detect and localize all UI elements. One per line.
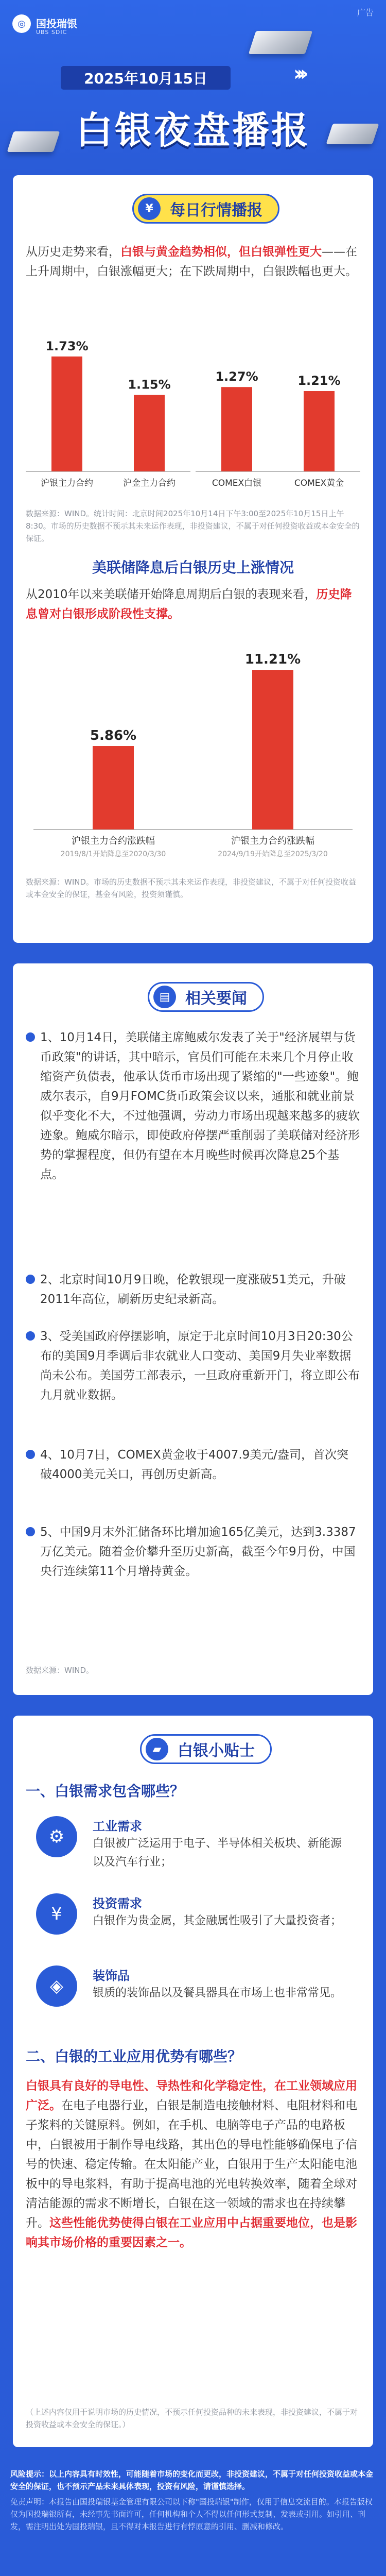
daily-intro-part1: 从历史走势来看， bbox=[26, 245, 120, 259]
bullet-icon bbox=[26, 1331, 35, 1341]
chart-bar bbox=[252, 670, 293, 829]
news-text: 2、北京时间10月9日晚，伦敦银现一度涨破51美元，升破2011年高位，刷新历史纪录新高。 bbox=[40, 1273, 346, 1306]
tip-jewelry bbox=[36, 1965, 355, 2027]
daily-intro bbox=[26, 242, 360, 281]
history-title: 美联储降息后白银历史上涨情况 bbox=[92, 559, 294, 576]
header-banner bbox=[0, 0, 386, 175]
news-item bbox=[26, 1327, 360, 1405]
risk-warning bbox=[10, 2468, 376, 2493]
tip-label: 工业需求 bbox=[93, 1819, 142, 1834]
logo-text: 国投瑞银 bbox=[36, 18, 77, 30]
ad-tag: 广告 bbox=[357, 8, 374, 18]
news-item bbox=[26, 1270, 360, 1309]
chart-sub-label: 2019/8/1开始降息至2020/3/30 bbox=[60, 850, 166, 858]
tip-text: 白银作为贵金属，其金融属性吸引了大量投资者； bbox=[93, 1914, 342, 1927]
chart-value-label: 5.86% bbox=[90, 728, 137, 744]
tip-industry bbox=[36, 1816, 355, 1883]
chart-bar bbox=[134, 395, 165, 471]
logo-icon: ◎ bbox=[12, 14, 31, 33]
history-text bbox=[26, 585, 360, 624]
daily-market-card bbox=[13, 175, 373, 943]
chart-category-label: 沪金主力合约 bbox=[123, 478, 176, 488]
tips-heading-text: 白银小贴士 bbox=[178, 1742, 255, 1760]
chart-value-label: 1.21% bbox=[297, 373, 341, 388]
daily-note: 数据来源：WIND。统计时间：北京时间2025年10月14日下午3:00至2025年10月15日上午8:30。市场的历史数据不预示其未来运作表现，非投资建议，不属于对任何投资收益或本金安全的保证。 bbox=[26, 509, 360, 543]
chart-value-label: 1.15% bbox=[128, 377, 171, 392]
newspaper-icon: ▤ bbox=[153, 986, 176, 1008]
answer-highlight-2: 这些性能优势使得白银在工业应用中占据重要地位，也是影响其市场价格的重要因素之一。 bbox=[26, 2216, 357, 2249]
chart-value-label: 11.21% bbox=[244, 652, 301, 668]
report-date: 2025年10月15日 bbox=[61, 66, 231, 90]
news-heading-pill bbox=[148, 982, 264, 1012]
news-item bbox=[26, 1445, 360, 1484]
chart-rate-cut bbox=[33, 634, 353, 866]
chart-domestic bbox=[26, 325, 190, 495]
daily-heading-pill bbox=[132, 194, 279, 224]
bullet-icon bbox=[26, 1450, 35, 1459]
chart-category-label: COMEX白银 bbox=[212, 478, 262, 488]
news-card bbox=[13, 963, 373, 1695]
chart-category-label: 沪银主力合约 bbox=[41, 478, 93, 488]
logo-subtext: UBS SDIC bbox=[36, 29, 67, 36]
chart-value-label: 1.27% bbox=[215, 369, 258, 384]
risk-label: 风险提示： bbox=[10, 2469, 49, 2479]
footer-disclaimer bbox=[10, 2468, 376, 2533]
history-text-part1: 从2010年以来美联储开始降息周期后白银的表现来看， bbox=[26, 588, 317, 601]
news-item bbox=[26, 1028, 360, 1184]
daily-heading-text: 每日行情播报 bbox=[170, 201, 262, 219]
bullet-icon bbox=[26, 1275, 35, 1284]
news-text: 4、10月7日，COMEX黄金收于4007.9美元/盎司，首次突破4000美元关口，再创历史新高。 bbox=[40, 1448, 349, 1481]
tip-label: 装饰品 bbox=[93, 1969, 130, 1983]
chart-sub-label: 2024/9/19开始降息至2025/3/20 bbox=[218, 850, 328, 858]
disclaimer-text: 免责声明：本报告由国投瑞银基金管理有限公司以下称"国投瑞银"制作，仅用于信息交流目的。本报告版权仅为国投瑞银所有，未经事先书面许可，任何机构和个人不得以任何形式复制、发表或引用。如引用、刊发，需注明出处为国投瑞银，且不得对本报告进行有悖原意的引用、删减和修改。 bbox=[10, 2497, 373, 2531]
investment-icon: ¥ bbox=[36, 1893, 77, 1935]
chevron-decor-icon: ››› bbox=[293, 62, 304, 86]
daily-intro-part2: ——在上升周期中，白银涨幅更大；在下跌周期中，白银跌幅也更大。 bbox=[26, 245, 357, 278]
news-heading bbox=[116, 979, 296, 1015]
chart-comex bbox=[196, 325, 360, 495]
history-text-highlight: 历史降息曾对白银形成阶段性支撑。 bbox=[26, 588, 352, 621]
industry-icon: ⚙ bbox=[36, 1816, 77, 1857]
news-text: 1、10月14日，美联储主席鲍威尔发表了关于"经济展望与货币政策"的讲话，其中暗示，官员们可能在未来几个月停止收缩资产负债表，他承认货币市场出现了紧缩的"一些迹象"。鲍威尔表示，自9月FOMC货币政策会议以来，通胀和就业前景似乎变化不大，不过他强调，劳动力市场出现越来越多的疲软迹象。鲍威尔暗示，即使政府停摆严重削弱了美联储对经济形势的掌握程度，但仍有望在本月晚些时候再次降息25个基点。 bbox=[40, 1031, 360, 1181]
bullet-icon bbox=[26, 1527, 35, 1536]
news-heading-text: 相关要闻 bbox=[185, 990, 247, 1008]
answer-text bbox=[26, 2076, 360, 2252]
chart-category-label: COMEX黄金 bbox=[294, 478, 344, 488]
jewelry-icon: ◈ bbox=[36, 1965, 77, 2007]
daily-intro-highlight: 白银与黄金趋势相似，但白银弹性更大 bbox=[120, 245, 322, 259]
tip-text: 银质的装饰品以及餐具器具在市场上也非常常见。 bbox=[93, 1987, 342, 1999]
news-source: 数据来源：WIND。 bbox=[26, 1666, 94, 1675]
tips-heading-pill bbox=[140, 1734, 272, 1764]
page-title: 白银夜盘播报 bbox=[75, 109, 310, 152]
daily-heading bbox=[116, 191, 296, 227]
risk-text: 以上内容具有时效性，可能随着市场的变化而更改，非投资建议，不属于对任何投资收益或本金安全的保证，也不预示产品未来具体表现，投资有风险，请谨慎选择。 bbox=[10, 2469, 374, 2491]
chart-category-label: 沪银主力合约涨跌幅 bbox=[72, 836, 155, 846]
tip-investment bbox=[36, 1893, 355, 1955]
silver-bar-icon: ▰ bbox=[146, 1738, 168, 1760]
chart-bar bbox=[304, 391, 335, 471]
bullet-icon bbox=[26, 1032, 35, 1042]
tip-text: 白银被广泛运用于电子、半导体相关板块、新能源以及汽车行业； bbox=[93, 1837, 342, 1869]
question-2: 二、白银的工业应用优势有哪些？ bbox=[26, 2048, 242, 2065]
chart-up-icon: ¥ bbox=[138, 197, 161, 220]
question-1: 一、白银需求包含哪些？ bbox=[26, 1783, 185, 1800]
chart-value-label: 1.73% bbox=[45, 338, 89, 353]
news-item bbox=[26, 1522, 360, 1581]
tips-card bbox=[13, 1716, 373, 2447]
answer-body: 在电子电器行业，白银是制造电接触材料、电阻材料和电子浆料的关键原料。例如，在手机、电脑等电子产品的电路板中，白银被用于制作导电线路，其出色的导电性能够确保电子信号的快速、稳定传输。在太阳能产业，白银用于生产太阳能电池板中的导电浆料，有助于提高电池的光电转换效率，随着全球对清洁能源的需求不断增长，白银在这一领域的需求也在持续攀升。 bbox=[26, 2099, 357, 2230]
chart-bar bbox=[93, 746, 134, 829]
chart-bar bbox=[221, 387, 252, 471]
news-text: 3、受美国政府停摆影响，原定于北京时间10月3日20:30公布的美国9月季调后非农就业人口变动、美国9月失业率数据尚未公布。美国劳工部表示，一旦政府重新开门，将立即公布九月就业数据。 bbox=[40, 1330, 360, 1402]
answer-note: （上述内容仅用于说明市场的历史情况，不预示任何投资品种的未来表现，非投资建议，不属于对投资收益或本金安全的保证。） bbox=[26, 2408, 358, 2429]
tips-heading bbox=[116, 1731, 296, 1767]
chart-category-label: 沪银主力合约涨跌幅 bbox=[231, 836, 314, 846]
answer-highlight-1: 白银具有良好的导电性、导热性和化学稳定性，在工业领域应用广泛。 bbox=[26, 2079, 357, 2112]
news-text: 5、中国9月末外汇储备环比增加逾165亿美元，达到3.3387万亿美元。随着金价攀升至历史新高，截至今年9月份，中国央行连续第11个月增持黄金。 bbox=[40, 1526, 356, 1578]
chart-bar bbox=[51, 357, 82, 471]
silver-bar-icon bbox=[249, 31, 313, 54]
history-note: 数据来源：WIND。市场的历史数据不预示其未来运作表现，非投资建议，不属于对任何投资收益或本金安全的保证，基金有风险，投资须谨慎。 bbox=[26, 877, 357, 899]
tip-label: 投资需求 bbox=[93, 1896, 142, 1911]
